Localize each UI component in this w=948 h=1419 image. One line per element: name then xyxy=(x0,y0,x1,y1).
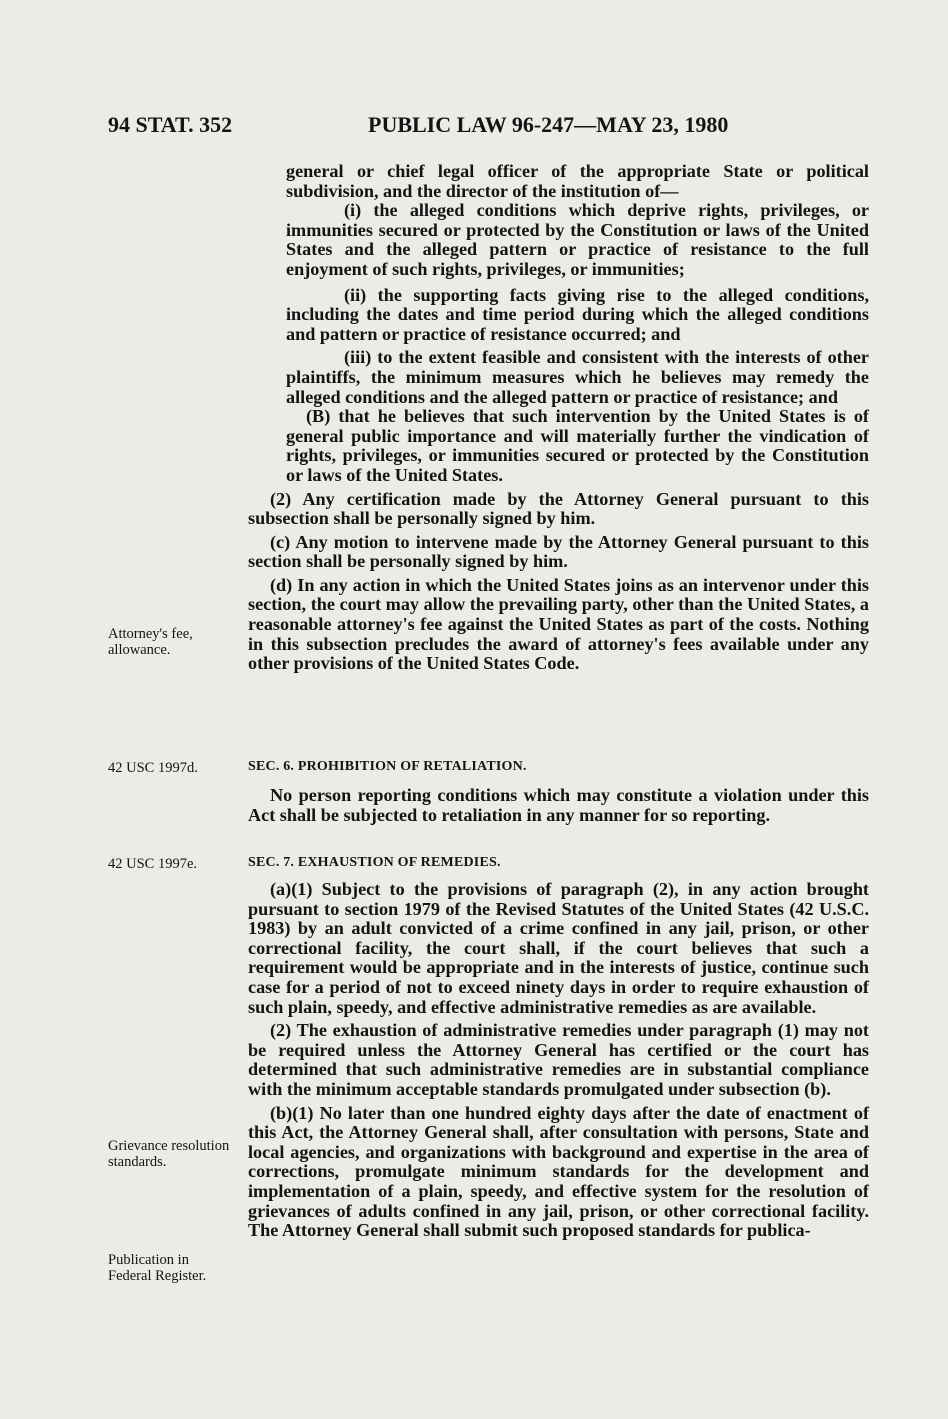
margin-note-grievance: Grievance resolution standards. xyxy=(108,1138,230,1170)
margin-note-publication: Publication in Federal Register. xyxy=(108,1252,207,1284)
public-law-title: PUBLIC LAW 96-247—MAY 23, 1980 xyxy=(368,112,729,137)
section-6-text: No person reporting conditions which may constitute a violation under this Act shall be subjected to retaliation in any manner for so reporting. xyxy=(248,785,869,825)
section-7-body xyxy=(248,880,869,1241)
stat-page-number: 94 STAT. 352 xyxy=(108,112,233,137)
margin-note-attorneys-fee: Attorney's fee, allowance. xyxy=(108,626,193,658)
section-7-a2: (2) The exhaustion of administrative remedies under paragraph (1) may not be required unless the Attorney General has certified or the court has determined that such administrative remedies are in substantial compliance with the minimum acceptable standards promulgated under subsection (b). xyxy=(248,1020,869,1099)
paragraph-b: (B) that he believes that such intervention by the United States is of general public importance and will materially further the vindication of rights, privileges, or immunities secured or protected by the Constitution or laws of the United States. xyxy=(286,406,869,485)
margin-note-42-usc-1997d: 42 USC 1997d. xyxy=(108,760,198,776)
section-7-heading: SEC. 7. EXHAUSTION OF REMEDIES. xyxy=(248,855,501,870)
body-block-1 xyxy=(248,162,869,674)
section-7-b1: (b)(1) No later than one hundred eighty days after the date of enactment of this Act, the Attorney General shall, after consultation with persons, State and local agencies, and organizations with background and expertise in the area of corrections, promulgate minimum standards for the development and implementation of a plain, speedy, and effective system for the resolution of grievances of adults confined in any jail, prison, or other correctional facility. The Attorney General shall submit such proposed standards for publica- xyxy=(248,1102,869,1241)
section-6-body xyxy=(248,786,869,825)
paragraph-ii: (ii) the supporting facts giving rise to the alleged conditions, including the dates and time period during which the alleged conditions and pattern or practice of resistance occurred; and xyxy=(286,284,869,344)
section-6-heading: SEC. 6. PROHIBITION OF RETALIATION. xyxy=(248,759,527,774)
section-7-a1: (a)(1) Subject to the provisions of paragraph (2), in any action brought pursuant to section 1979 of the Revised Statutes of the United States (42 U.S.C. 1983) by an adult convicted of a crime confined in any jail, prison, or other correctional facility, the court shall, if the court believes that such a requirement would be appropriate and in the interests of justice, continue such case for a period of not to exceed ninety days in order to require exhaustion of such plain, speedy, and effective administrative remedies as are available. xyxy=(248,879,869,1017)
paragraph-2: (2) Any certification made by the Attorney General pursuant to this subsection shall be personally signed by him. xyxy=(248,488,869,529)
paragraph-d: (d) In any action in which the United States joins as an intervenor under this section, the court may allow the prevailing party, other than the United States, a reasonable attorney's fee against the United States as part of the costs. Nothing in this subsection precludes the award of attorney's fees available under any other provisions of the United States Code. xyxy=(248,574,869,674)
paragraph-c: (c) Any motion to intervene made by the Attorney General pursuant to this section shall be personally signed by him. xyxy=(248,531,869,572)
paragraph-intro: general or chief legal officer of the appropriate State or political subdivision, and the director of the institution of— xyxy=(286,161,869,201)
margin-note-42-usc-1997e: 42 USC 1997e. xyxy=(108,856,198,872)
paragraph-iii: (iii) to the extent feasible and consistent with the interests of other plaintiffs, the minimum measures which he believes may remedy the alleged conditions and the alleged pattern or practice of resistance; and xyxy=(286,347,869,407)
paragraph-i: (i) the alleged conditions which deprive rights, privileges, or immunities secured or protected by the Constitution or laws of the United States and the alleged pattern or practice of resistance to the full enjoyment of such rights, privileges, or immunities; xyxy=(286,200,869,279)
page-header xyxy=(108,112,868,146)
